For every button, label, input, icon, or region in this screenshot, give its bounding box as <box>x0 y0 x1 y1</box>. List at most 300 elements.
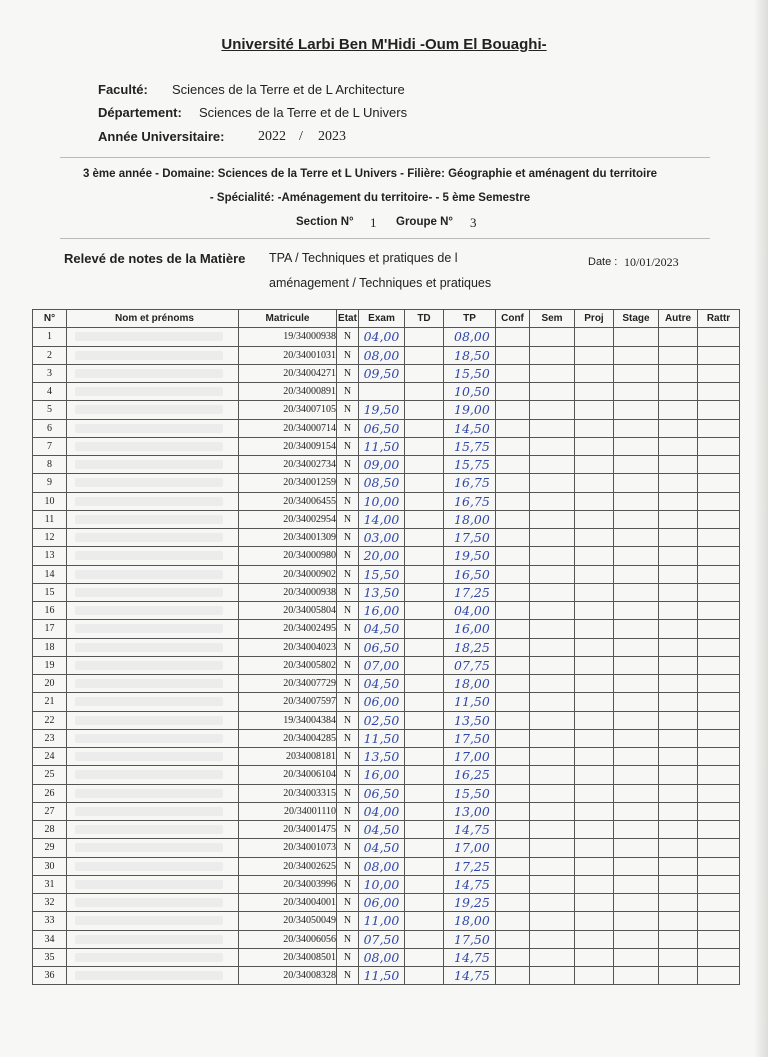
td-grade <box>405 894 444 912</box>
row-number: 17 <box>33 620 67 638</box>
stage-grade <box>614 437 659 455</box>
sem-grade <box>530 821 575 839</box>
tp-grade: 17,50 <box>444 930 496 948</box>
exam-grade: 13,50 <box>359 748 405 766</box>
stage-grade <box>614 383 659 401</box>
tp-grade: 10,50 <box>444 383 496 401</box>
tp-grade: 11,50 <box>444 693 496 711</box>
exam-grade: 03,00 <box>359 529 405 547</box>
autre-grade <box>659 492 698 510</box>
td-grade <box>405 529 444 547</box>
rattr-grade <box>698 802 740 820</box>
redaction-mark <box>75 405 223 414</box>
row-number: 1 <box>33 328 67 346</box>
table-row <box>33 693 740 711</box>
td-grade <box>405 383 444 401</box>
td-grade <box>405 492 444 510</box>
exam-grade: 07,00 <box>359 656 405 674</box>
exam-grade: 08,00 <box>359 346 405 364</box>
table-body <box>33 328 740 985</box>
sem-grade <box>530 510 575 528</box>
autre-grade <box>659 364 698 382</box>
table-row <box>33 948 740 966</box>
sem-grade <box>530 419 575 437</box>
col-header-exam: Exam <box>359 310 405 328</box>
exam-grade: 06,50 <box>359 784 405 802</box>
section-value: 1 <box>370 215 377 230</box>
sem-grade <box>530 364 575 382</box>
etat: N <box>337 748 359 766</box>
sem-grade <box>530 565 575 583</box>
tp-grade: 15,75 <box>444 456 496 474</box>
etat: N <box>337 875 359 893</box>
conf-grade <box>496 620 530 638</box>
rattr-grade <box>698 474 740 492</box>
autre-grade <box>659 383 698 401</box>
divider <box>60 157 710 158</box>
sem-grade <box>530 529 575 547</box>
row-number: 2 <box>33 346 67 364</box>
col-header-sem: Sem <box>530 310 575 328</box>
proj-grade <box>575 912 614 930</box>
matricule: 20/34004023 <box>239 638 337 656</box>
rattr-grade <box>698 766 740 784</box>
table-row <box>33 839 740 857</box>
proj-grade <box>575 383 614 401</box>
row-number: 14 <box>33 565 67 583</box>
td-grade <box>405 693 444 711</box>
table-row <box>33 620 740 638</box>
exam-grade: 07,50 <box>359 930 405 948</box>
matricule: 20/34007105 <box>239 401 337 419</box>
redaction-mark <box>75 789 223 798</box>
proj-grade <box>575 967 614 985</box>
table-row <box>33 419 740 437</box>
exam-grade: 06,50 <box>359 638 405 656</box>
proj-grade <box>575 802 614 820</box>
sem-grade <box>530 967 575 985</box>
student-name-redacted <box>67 437 239 455</box>
table-row <box>33 967 740 985</box>
autre-grade <box>659 456 698 474</box>
departement-label: Département: <box>98 105 182 120</box>
proj-grade <box>575 529 614 547</box>
date-value: 10/01/2023 <box>624 255 679 269</box>
etat: N <box>337 729 359 747</box>
matricule: 20/34008501 <box>239 948 337 966</box>
row-number: 22 <box>33 711 67 729</box>
autre-grade <box>659 912 698 930</box>
stage-grade <box>614 675 659 693</box>
table-row <box>33 912 740 930</box>
exam-grade: 11,50 <box>359 967 405 985</box>
table-row <box>33 510 740 528</box>
td-grade <box>405 711 444 729</box>
sem-grade <box>530 456 575 474</box>
td-grade <box>405 419 444 437</box>
conf-grade <box>496 437 530 455</box>
stage-grade <box>614 857 659 875</box>
autre-grade <box>659 948 698 966</box>
row-number: 36 <box>33 967 67 985</box>
redaction-mark <box>75 843 223 852</box>
etat: N <box>337 857 359 875</box>
row-number: 23 <box>33 729 67 747</box>
proj-grade <box>575 474 614 492</box>
td-grade <box>405 875 444 893</box>
groupe-label: Groupe N° <box>396 216 453 228</box>
conf-grade <box>496 748 530 766</box>
td-grade <box>405 857 444 875</box>
stage-grade <box>614 364 659 382</box>
redaction-mark <box>75 935 223 944</box>
proj-grade <box>575 364 614 382</box>
stage-grade <box>614 802 659 820</box>
matricule: 20/34001309 <box>239 529 337 547</box>
conf-grade <box>496 401 530 419</box>
redaction-mark <box>75 916 223 925</box>
autre-grade <box>659 802 698 820</box>
conf-grade <box>496 930 530 948</box>
matricule: 20/34050049 <box>239 912 337 930</box>
tp-grade: 19,00 <box>444 401 496 419</box>
matricule: 20/34001475 <box>239 821 337 839</box>
exam-grade <box>359 383 405 401</box>
table-row <box>33 437 740 455</box>
tp-grade: 14,75 <box>444 948 496 966</box>
stage-grade <box>614 474 659 492</box>
proj-grade <box>575 766 614 784</box>
table-row <box>33 729 740 747</box>
redaction-mark <box>75 807 223 816</box>
autre-grade <box>659 638 698 656</box>
student-name-redacted <box>67 419 239 437</box>
row-number: 7 <box>33 437 67 455</box>
proj-grade <box>575 602 614 620</box>
redaction-mark <box>75 478 223 487</box>
sem-grade <box>530 711 575 729</box>
td-grade <box>405 401 444 419</box>
etat: N <box>337 693 359 711</box>
proj-grade <box>575 346 614 364</box>
student-name-redacted <box>67 857 239 875</box>
sem-grade <box>530 656 575 674</box>
redaction-mark <box>75 971 223 980</box>
table-row <box>33 547 740 565</box>
sem-grade <box>530 383 575 401</box>
etat: N <box>337 364 359 382</box>
exam-grade: 10,00 <box>359 875 405 893</box>
td-grade <box>405 675 444 693</box>
exam-grade: 06,00 <box>359 894 405 912</box>
table-row <box>33 401 740 419</box>
conf-grade <box>496 602 530 620</box>
table-row <box>33 857 740 875</box>
autre-grade <box>659 784 698 802</box>
row-number: 26 <box>33 784 67 802</box>
td-grade <box>405 766 444 784</box>
exam-grade: 14,00 <box>359 510 405 528</box>
university-title: Université Larbi Ben M'Hidi -Oum El Bouaghi- <box>221 36 547 53</box>
sem-grade <box>530 912 575 930</box>
stage-grade <box>614 565 659 583</box>
student-name-redacted <box>67 565 239 583</box>
etat: N <box>337 802 359 820</box>
proj-grade <box>575 456 614 474</box>
table-row <box>33 675 740 693</box>
td-grade <box>405 839 444 857</box>
table-header-row <box>33 310 740 328</box>
redaction-mark <box>75 533 223 542</box>
td-grade <box>405 364 444 382</box>
stage-grade <box>614 894 659 912</box>
row-number: 3 <box>33 364 67 382</box>
proj-grade <box>575 729 614 747</box>
etat: N <box>337 529 359 547</box>
rattr-grade <box>698 346 740 364</box>
student-name-redacted <box>67 894 239 912</box>
conf-grade <box>496 711 530 729</box>
departement-value: Sciences de la Terre et de L Univers <box>199 105 408 120</box>
row-number: 10 <box>33 492 67 510</box>
table-row <box>33 364 740 382</box>
student-name-redacted <box>67 328 239 346</box>
row-number: 33 <box>33 912 67 930</box>
matricule: 19/34004384 <box>239 711 337 729</box>
annee-end: 2023 <box>318 129 346 144</box>
exam-grade: 06,50 <box>359 419 405 437</box>
matricule: 20/34009154 <box>239 437 337 455</box>
student-name-redacted <box>67 383 239 401</box>
student-name-redacted <box>67 784 239 802</box>
etat: N <box>337 510 359 528</box>
etat: N <box>337 784 359 802</box>
table-row <box>33 474 740 492</box>
etat: N <box>337 948 359 966</box>
sem-grade <box>530 930 575 948</box>
etat: N <box>337 821 359 839</box>
student-name-redacted <box>67 748 239 766</box>
redaction-mark <box>75 661 223 670</box>
row-number: 15 <box>33 583 67 601</box>
autre-grade <box>659 711 698 729</box>
tp-grade: 15,50 <box>444 784 496 802</box>
matricule: 19/34000938 <box>239 328 337 346</box>
redaction-mark <box>75 953 223 962</box>
tp-grade: 17,00 <box>444 748 496 766</box>
matricule: 20/34002625 <box>239 857 337 875</box>
stage-grade <box>614 784 659 802</box>
row-number: 24 <box>33 748 67 766</box>
stage-grade <box>614 875 659 893</box>
rattr-grade <box>698 547 740 565</box>
autre-grade <box>659 620 698 638</box>
stage-grade <box>614 602 659 620</box>
autre-grade <box>659 930 698 948</box>
rattr-grade <box>698 510 740 528</box>
row-number: 8 <box>33 456 67 474</box>
stage-grade <box>614 656 659 674</box>
conf-grade <box>496 802 530 820</box>
redaction-mark <box>75 588 223 597</box>
stage-grade <box>614 638 659 656</box>
matricule: 20/34002495 <box>239 620 337 638</box>
conf-grade <box>496 383 530 401</box>
redaction-mark <box>75 624 223 633</box>
conf-grade <box>496 638 530 656</box>
autre-grade <box>659 894 698 912</box>
row-number: 31 <box>33 875 67 893</box>
student-name-redacted <box>67 967 239 985</box>
rattr-grade <box>698 857 740 875</box>
exam-grade: 08,00 <box>359 948 405 966</box>
proj-grade <box>575 656 614 674</box>
etat: N <box>337 930 359 948</box>
etat: N <box>337 602 359 620</box>
autre-grade <box>659 565 698 583</box>
row-number: 6 <box>33 419 67 437</box>
sem-grade <box>530 547 575 565</box>
student-name-redacted <box>67 401 239 419</box>
date-label: Date : <box>588 256 618 268</box>
sem-grade <box>530 620 575 638</box>
td-grade <box>405 912 444 930</box>
annee-start: 2022 <box>258 129 286 144</box>
row-number: 35 <box>33 948 67 966</box>
rattr-grade <box>698 930 740 948</box>
conf-grade <box>496 857 530 875</box>
conf-grade <box>496 419 530 437</box>
student-name-redacted <box>67 821 239 839</box>
autre-grade <box>659 729 698 747</box>
matricule: 20/34000938 <box>239 583 337 601</box>
redaction-mark <box>75 369 223 378</box>
td-grade <box>405 620 444 638</box>
student-name-redacted <box>67 346 239 364</box>
student-name-redacted <box>67 802 239 820</box>
row-number: 16 <box>33 602 67 620</box>
rattr-grade <box>698 565 740 583</box>
rattr-grade <box>698 492 740 510</box>
proj-grade <box>575 748 614 766</box>
redaction-mark <box>75 862 223 871</box>
exam-grade: 10,00 <box>359 492 405 510</box>
stage-grade <box>614 346 659 364</box>
stage-grade <box>614 967 659 985</box>
etat: N <box>337 675 359 693</box>
proj-grade <box>575 930 614 948</box>
autre-grade <box>659 875 698 893</box>
proj-grade <box>575 857 614 875</box>
student-name-redacted <box>67 456 239 474</box>
col-header-num: N° <box>33 310 67 328</box>
tp-grade: 14,50 <box>444 419 496 437</box>
matricule: 20/34006056 <box>239 930 337 948</box>
autre-grade <box>659 401 698 419</box>
etat: N <box>337 766 359 784</box>
rattr-grade <box>698 328 740 346</box>
table-row <box>33 328 740 346</box>
stage-grade <box>614 711 659 729</box>
tp-grade: 18,50 <box>444 346 496 364</box>
tp-grade: 19,25 <box>444 894 496 912</box>
redaction-mark <box>75 570 223 579</box>
rattr-grade <box>698 437 740 455</box>
table-row <box>33 565 740 583</box>
proj-grade <box>575 565 614 583</box>
sem-grade <box>530 729 575 747</box>
autre-grade <box>659 821 698 839</box>
td-grade <box>405 638 444 656</box>
stage-grade <box>614 510 659 528</box>
redaction-mark <box>75 643 223 652</box>
stage-grade <box>614 328 659 346</box>
tp-grade: 17,25 <box>444 583 496 601</box>
student-name-redacted <box>67 529 239 547</box>
redaction-mark <box>75 387 223 396</box>
rattr-grade <box>698 602 740 620</box>
matricule: 20/34001259 <box>239 474 337 492</box>
matiere-line-1: TPA / Techniques et pratiques de l <box>269 251 458 265</box>
tp-grade: 13,50 <box>444 711 496 729</box>
student-name-redacted <box>67 638 239 656</box>
redaction-mark <box>75 332 223 341</box>
tp-grade: 18,00 <box>444 675 496 693</box>
stage-grade <box>614 456 659 474</box>
proj-grade <box>575 328 614 346</box>
matricule: 20/34001073 <box>239 839 337 857</box>
proj-grade <box>575 620 614 638</box>
row-number: 32 <box>33 894 67 912</box>
exam-grade: 08,00 <box>359 857 405 875</box>
student-name-redacted <box>67 474 239 492</box>
tp-grade: 17,25 <box>444 857 496 875</box>
table-row <box>33 930 740 948</box>
row-number: 18 <box>33 638 67 656</box>
matricule: 2034008181 <box>239 748 337 766</box>
proj-grade <box>575 821 614 839</box>
conf-grade <box>496 948 530 966</box>
conf-grade <box>496 675 530 693</box>
rattr-grade <box>698 948 740 966</box>
proj-grade <box>575 839 614 857</box>
proj-grade <box>575 547 614 565</box>
sem-grade <box>530 839 575 857</box>
exam-grade: 06,00 <box>359 693 405 711</box>
redaction-mark <box>75 697 223 706</box>
sem-grade <box>530 675 575 693</box>
col-header-td: TD <box>405 310 444 328</box>
redaction-mark <box>75 825 223 834</box>
conf-grade <box>496 456 530 474</box>
tp-grade: 16,25 <box>444 766 496 784</box>
td-grade <box>405 656 444 674</box>
proj-grade <box>575 875 614 893</box>
etat: N <box>337 620 359 638</box>
exam-grade: 16,00 <box>359 602 405 620</box>
etat: N <box>337 839 359 857</box>
stage-grade <box>614 401 659 419</box>
rattr-grade <box>698 711 740 729</box>
student-name-redacted <box>67 620 239 638</box>
tp-grade: 08,00 <box>444 328 496 346</box>
col-header-stage: Stage <box>614 310 659 328</box>
groupe-value: 3 <box>470 215 477 230</box>
td-grade <box>405 821 444 839</box>
exam-grade: 02,50 <box>359 711 405 729</box>
rattr-grade <box>698 620 740 638</box>
scan-edge-shadow <box>754 0 768 1057</box>
